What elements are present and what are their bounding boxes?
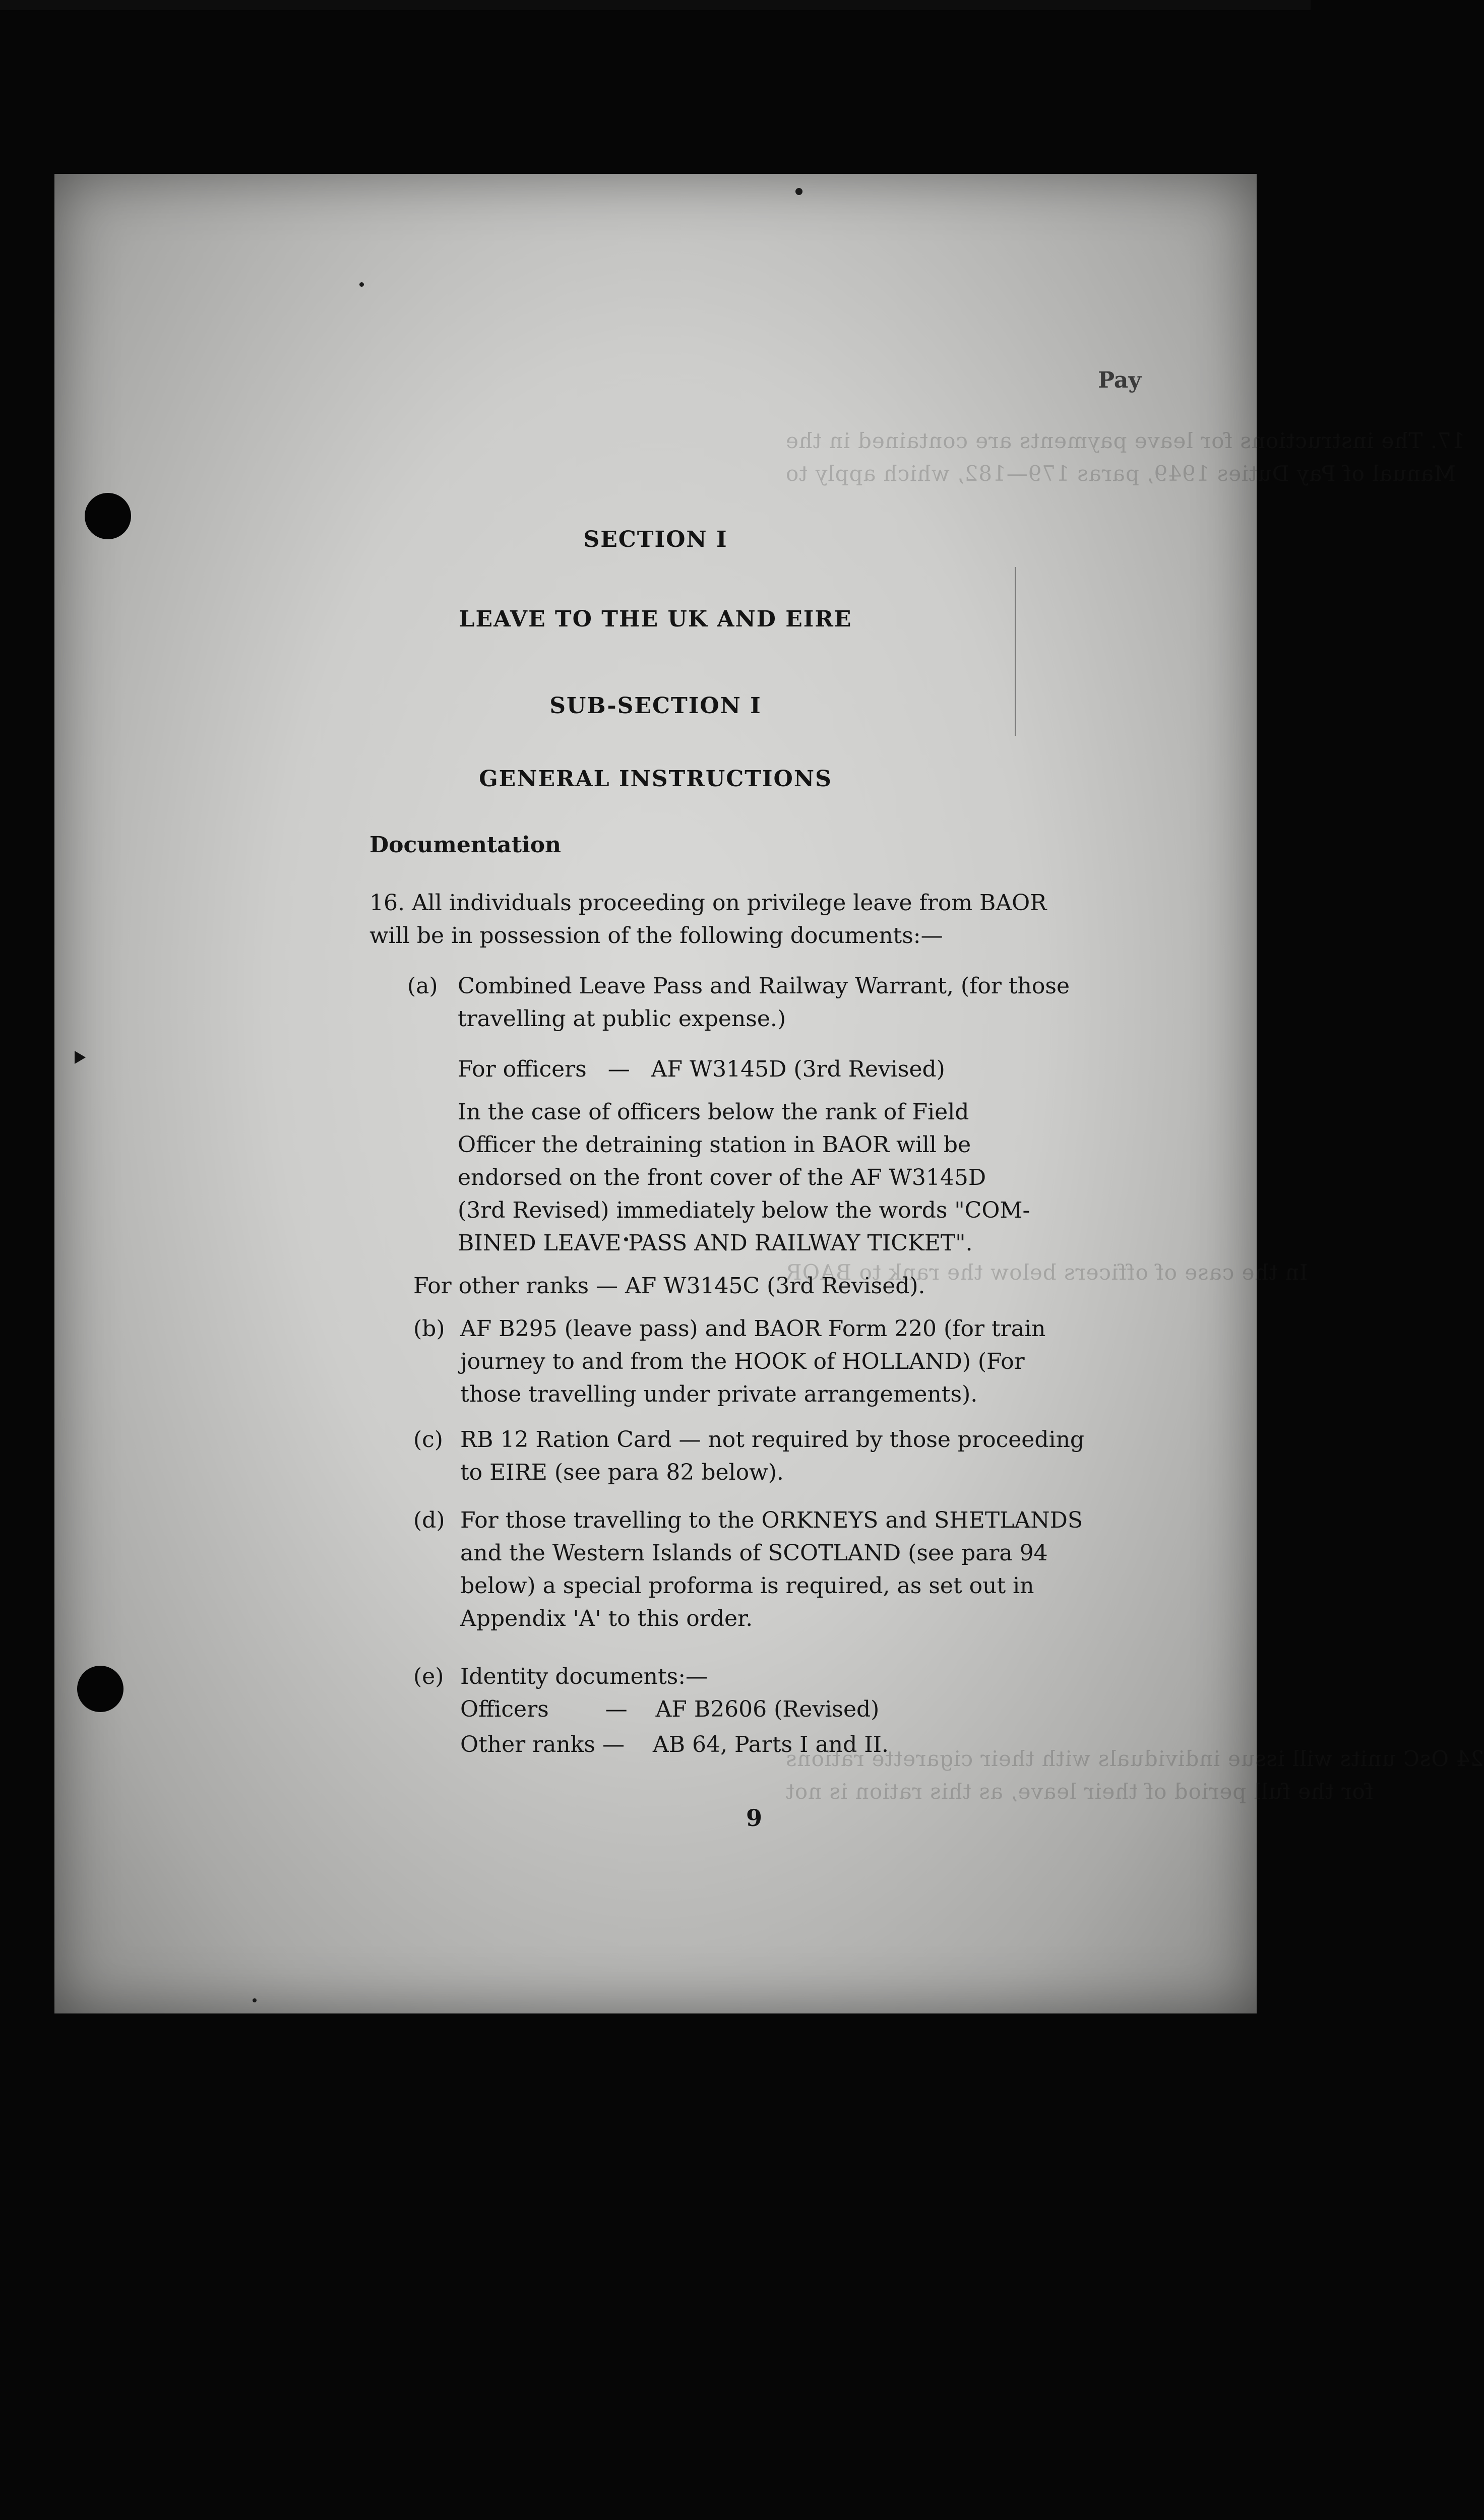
section-subtitle: LEAVE TO THE UK AND EIRE (459, 606, 852, 632)
item-b-line: those travelling under private arrangements). (460, 1381, 978, 1407)
bleed-through-text: for the full period of their leave, as this ration is not (785, 1779, 1374, 1804)
item-b-label: (b) (413, 1316, 445, 1342)
item-a-line1: Combined Leave Pass and Railway Warrant, (for those (458, 973, 1070, 999)
item-a-note-line: endorsed on the front cover of the AF W3145D (458, 1165, 986, 1190)
speck (253, 1998, 257, 2002)
item-a-label: (a) (407, 973, 438, 999)
item-a-line2: travelling at public expense.) (458, 1006, 786, 1032)
item-c-line: RB 12 Ration Card — not required by those proceeding (460, 1427, 1085, 1453)
item-c-label: (c) (413, 1427, 443, 1453)
section-title: SECTION I (583, 527, 728, 552)
item-d-line: and the Western Islands of SCOTLAND (see para 94 (460, 1540, 1048, 1566)
item-d-label: (d) (413, 1507, 445, 1533)
film-frame-top (0, 0, 1311, 10)
bleed-through-text: 17. The instructions for leave payments are contained in the (785, 428, 1465, 453)
document-page (54, 174, 1484, 2013)
item-a-other-ranks: For other ranks — AF W3145C (3rd Revised). (413, 1273, 925, 1299)
para16-line2: will be in possession of the following documents:— (369, 923, 943, 949)
item-a-note-line: (3rd Revised) immediately below the words "COM- (458, 1198, 1030, 1223)
page-number: 9 (746, 1804, 763, 1832)
item-b-line: journey to and from the HOOK of HOLLAND) (For (460, 1349, 1025, 1374)
item-d-line: below) a special proforma is required, as set out in (460, 1573, 1034, 1599)
speck (795, 188, 802, 195)
item-d-line: For those travelling to the ORKNEYS and SHETLANDS (460, 1507, 1083, 1533)
para16-line1: 16. All individuals proceeding on privilege leave from BAOR (369, 890, 1047, 916)
item-a-note-line: BINED LEAVE PASS AND RAILWAY TICKET". (458, 1230, 973, 1256)
arrow-mark-icon (75, 1051, 86, 1064)
item-c-line: to EIRE (see para 82 below). (460, 1460, 784, 1485)
item-a-note-line: Officer the detraining station in BAOR will be (458, 1132, 971, 1158)
speck (359, 282, 364, 287)
bleed-through-text: In the case of officers below the rank to BAOR (785, 1260, 1308, 1285)
bleed-through-text: Manual of Pay Duties 1949, paras 179—182, which apply to (785, 461, 1456, 486)
item-e-other-ranks: Other ranks — AB 64, Parts I and II. (460, 1732, 889, 1757)
item-b-line: AF B295 (leave pass) and BAOR Form 220 (for train (460, 1316, 1046, 1342)
item-a-note-line: In the case of officers below the rank of Field (458, 1099, 969, 1125)
item-e-officers: Officers — AF B2606 (Revised) (460, 1696, 880, 1722)
subsection-subtitle: GENERAL INSTRUCTIONS (479, 766, 832, 792)
item-e-line1: Identity documents:— (460, 1664, 708, 1689)
page-header: Pay (1098, 367, 1141, 393)
item-e-label: (e) (413, 1664, 444, 1689)
punch-hole (77, 1666, 123, 1712)
documentation-heading: Documentation (369, 832, 562, 858)
subsection-title: SUB-SECTION I (549, 693, 762, 719)
item-a-officers: For officers — AF W3145D (3rd Revised) (458, 1056, 945, 1082)
item-d-line: Appendix 'A' to this order. (460, 1606, 753, 1631)
bleed-through-text: 24 OsC units will issue individuals with their cigarette rations (785, 1746, 1484, 1771)
